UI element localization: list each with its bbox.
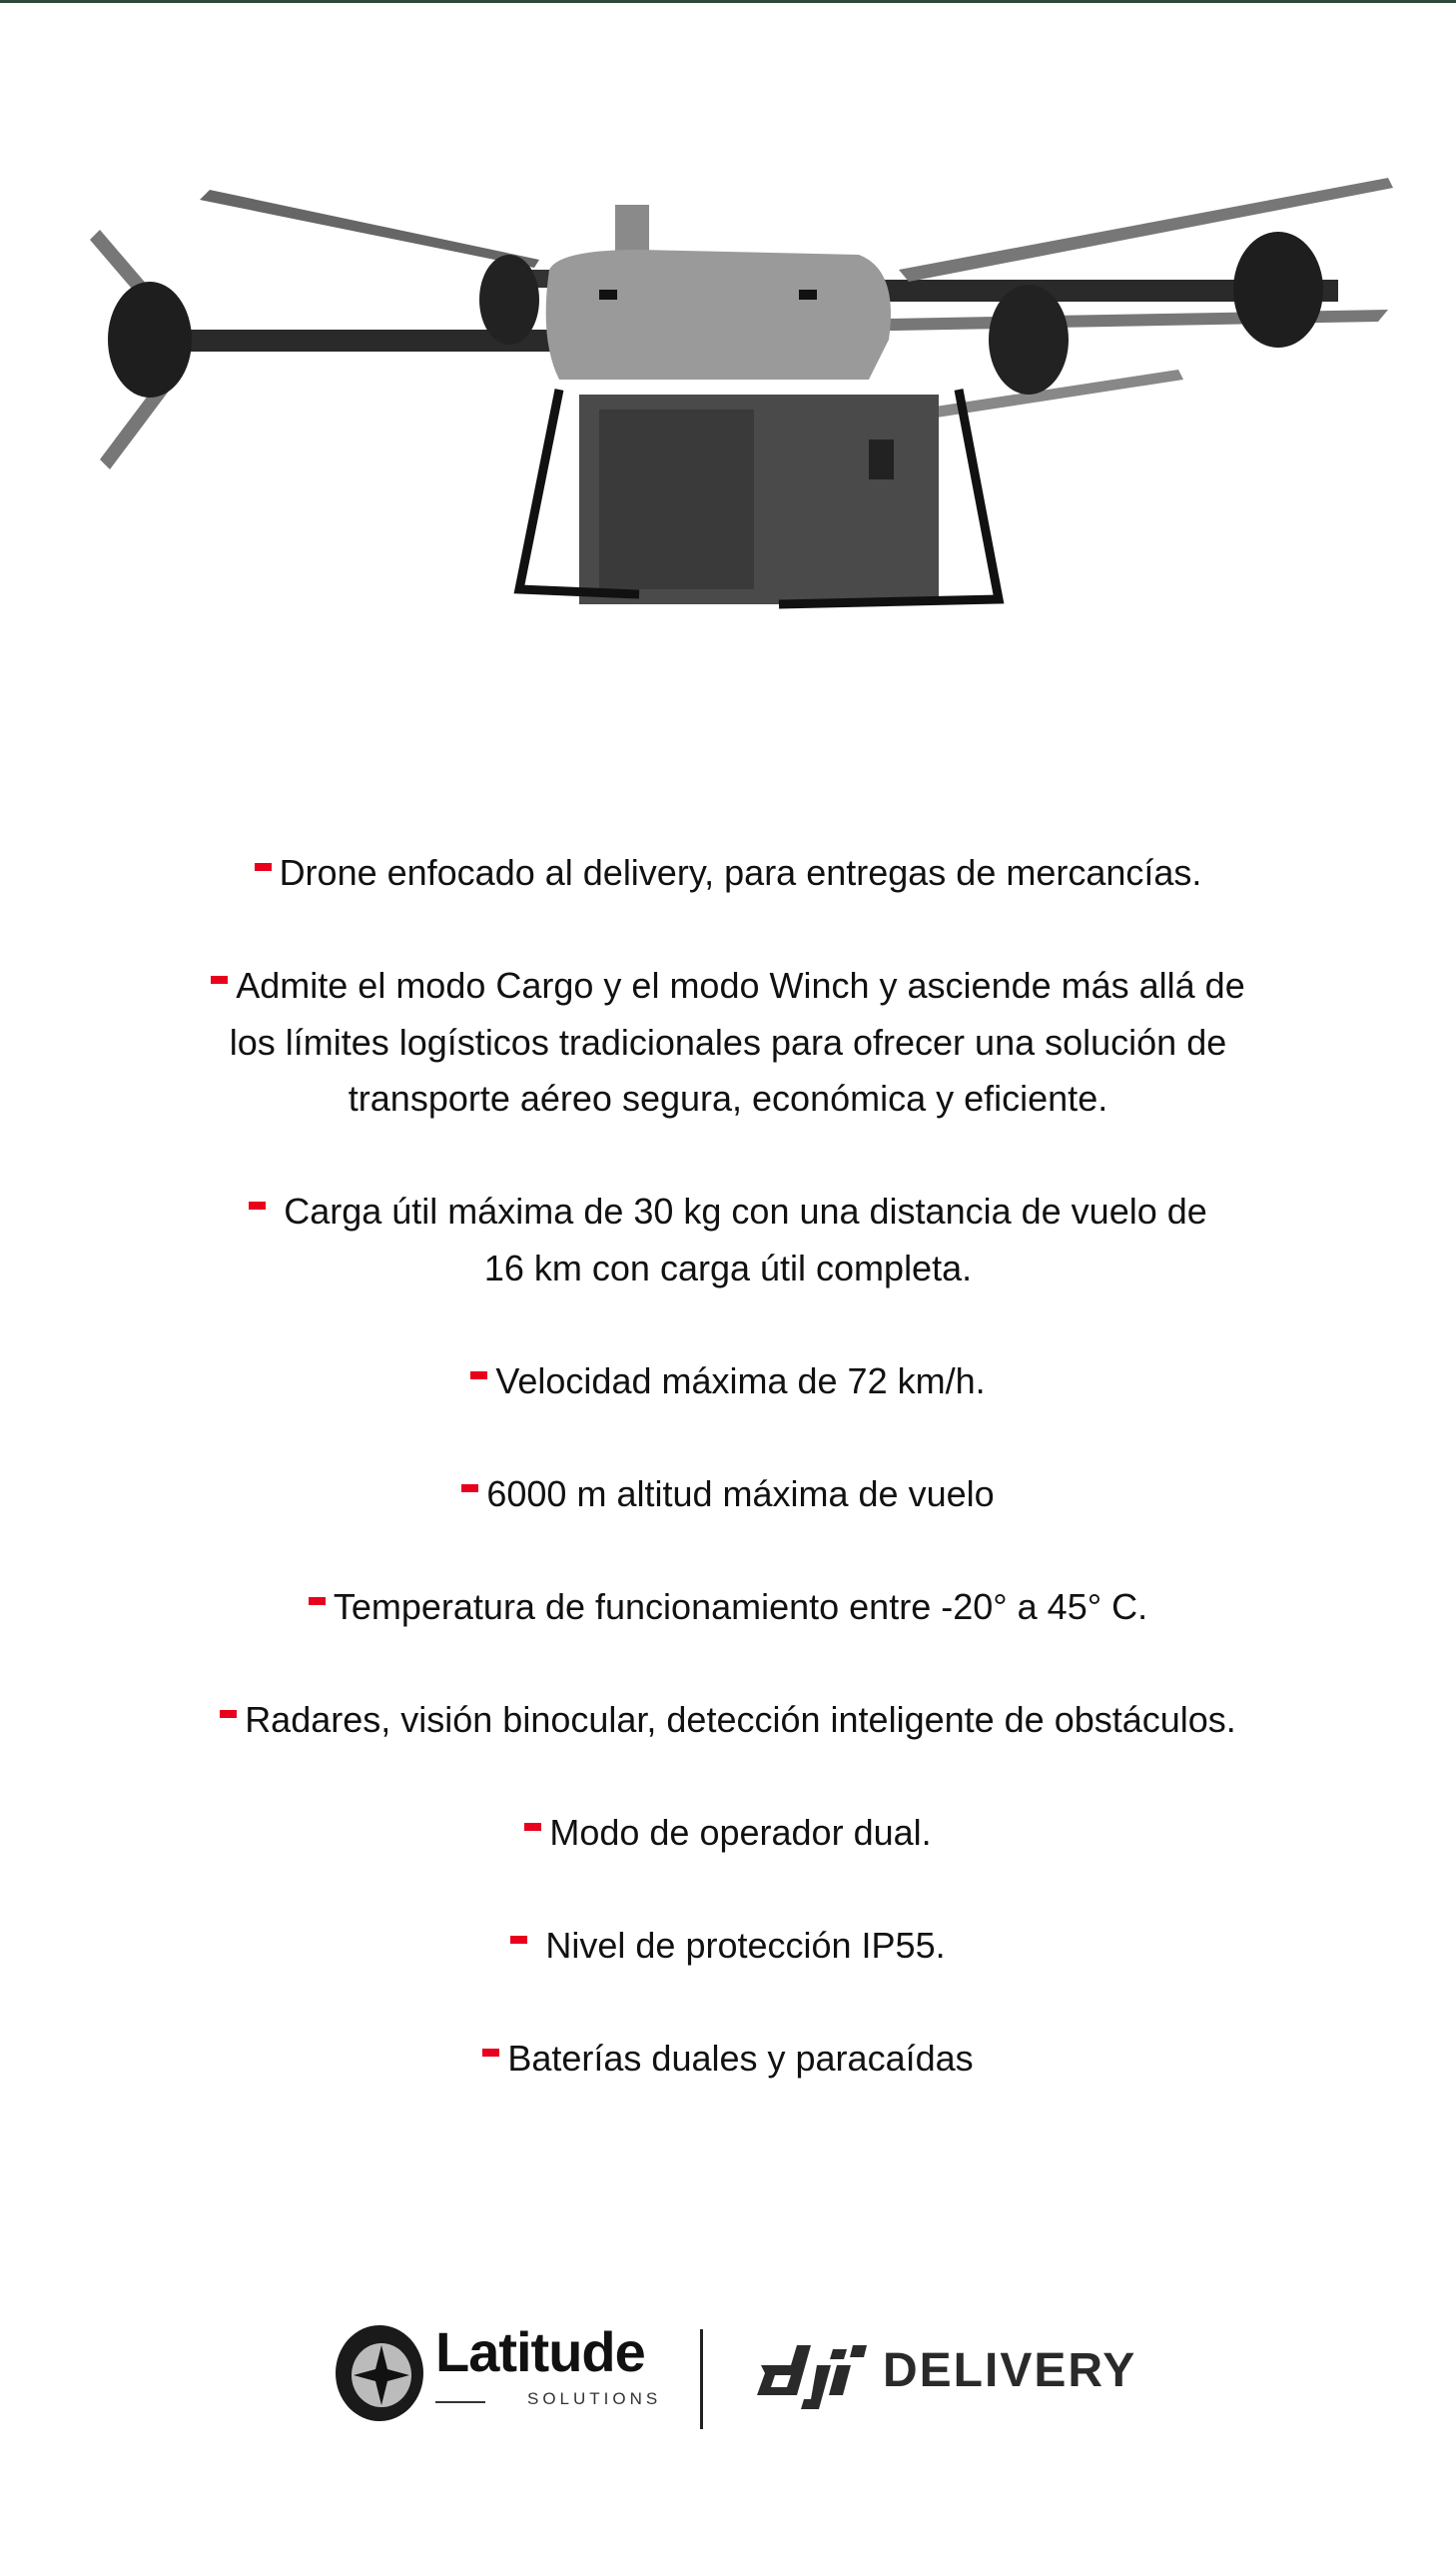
bullet-dash-icon [482, 2049, 499, 2057]
feature-item: Nivel de protección IP55. [0, 1918, 1456, 1975]
feature-item: Drone enfocado al delivery, para entregas de mercancías. [0, 845, 1456, 902]
drone-product-image [80, 160, 1398, 699]
latitude-compass-logo-icon [330, 2323, 429, 2423]
feature-item: Velocidad máxima de 72 km/h. [0, 1353, 1456, 1410]
bullet-dash-icon [211, 976, 228, 984]
feature-item: 6000 m altitud máxima de vuelo [0, 1466, 1456, 1523]
bullet-dash-icon [220, 1710, 237, 1718]
feature-list [0, 845, 1456, 2143]
feature-item: Carga útil máxima de 30 kg con una distancia de vuelo de 16 km con carga útil completa. [0, 1184, 1456, 1296]
bullet-dash-icon [510, 1936, 527, 1944]
top-border [0, 0, 1456, 3]
bullet-dash-icon [524, 1823, 541, 1831]
latitude-rule [435, 2401, 485, 2403]
bullet-dash-icon [255, 863, 272, 871]
feature-item: Admite el modo Cargo y el modo Winch y asciende más allá de los límites logísticos tradicionales para ofrecer una solución de transporte aéreo segura, económica y eficiente. [0, 958, 1456, 1128]
latitude-logo-subtext: SOLUTIONS [527, 2389, 662, 2408]
feature-item: Temperatura de funcionamiento entre -20° a 45° C. [0, 1579, 1456, 1636]
feature-item: Modo de operador dual. [0, 1805, 1456, 1862]
logo-divider [700, 2329, 703, 2429]
bullet-dash-icon [249, 1202, 266, 1210]
feature-item: Baterías duales y paracaídas [0, 2031, 1456, 2088]
feature-item: Radares, visión binocular, detección inteligente de obstáculos. [0, 1692, 1456, 1749]
footer-logos [0, 2317, 1456, 2437]
bullet-dash-icon [461, 1484, 478, 1492]
latitude-logo-text: Latitude [435, 2320, 645, 2383]
bullet-dash-icon [470, 1371, 487, 1379]
dji-logo-icon [757, 2345, 877, 2415]
dji-delivery-text: DELIVERY [883, 2344, 1137, 2397]
bullet-dash-icon [309, 1597, 326, 1605]
